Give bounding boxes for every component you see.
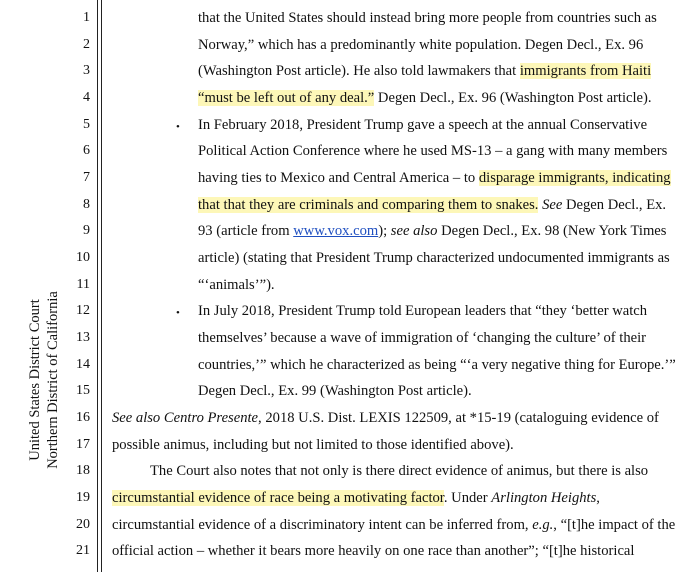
text-line: In July 2018, President Trump told European leaders that “they ‘better watch [198, 303, 648, 319]
text-line: official action – whether it bears more heavily on one race than another”; “[t]he historical [112, 543, 635, 559]
line-number: 15 [76, 383, 90, 398]
highlight: that that they are criminals and comparing them to snakes. [198, 197, 539, 213]
text-line: (Washington Post article). He also told lawmakers that immigrants from Haiti [198, 63, 652, 79]
highlight: disparage immigrants, indicating [478, 170, 671, 186]
line-number: 18 [76, 463, 90, 478]
highlight: circumstantial evidence of race being a motivating factor [112, 490, 444, 506]
line-number: 17 [76, 437, 90, 452]
text-line: circumstantial evidence of race being a motivating factor. Under Arlington Heights, [112, 490, 600, 506]
vox-link[interactable]: www.vox.com [293, 223, 379, 239]
text-line: See also Centro Presente, 2018 U.S. Dist. LEXIS 122509, at *15-19 (cataloguing evidence of [112, 410, 659, 426]
line-number: 1 [83, 10, 90, 25]
line-number: 12 [76, 303, 90, 318]
line-number: 19 [76, 490, 90, 505]
text-line: themselves’ because a wave of immigration of ‘changing the culture’ of their [198, 330, 647, 346]
district-name: Northern District of California [45, 291, 61, 469]
text-line: The Court also notes that not only is there direct evidence of animus, but there is also [150, 463, 649, 479]
text-line: “‘animals’”). [198, 277, 275, 293]
line-number: 10 [76, 250, 90, 265]
line-number: 3 [83, 63, 90, 78]
text-line: “must be left out of any deal.” Degen Decl., Ex. 96 (Washington Post article). [198, 90, 652, 106]
text-line: countries,’” which he characterized as being “‘a very negative thing for Europe.’” [198, 357, 676, 373]
bullet-marker: • [176, 307, 180, 319]
court-label [26, 291, 62, 469]
line-number: 14 [76, 357, 90, 372]
line-number: 21 [76, 543, 90, 558]
left-margin-rule [97, 0, 98, 572]
text-line: circumstantial evidence of a discriminatory intent can be inferred from, e.g., “[t]he impact of the [112, 517, 676, 533]
text-line: Political Action Conference where he used MS-13 – a gang with many members [198, 143, 668, 159]
bullet-marker: • [176, 121, 180, 133]
text-line: that that they are criminals and comparing them to snakes. See Degen Decl., Ex. [198, 197, 667, 213]
highlight: immigrants from Haiti [519, 63, 652, 79]
line-number: 16 [76, 410, 90, 425]
text-line: 93 (article from www.vox.com); see also Degen Decl., Ex. 98 (New York Times [198, 223, 667, 239]
text-line: article) (stating that President Trump characterized undocumented immigrants as [198, 250, 670, 266]
left-margin-rule-inner [101, 0, 102, 572]
text-line: Degen Decl., Ex. 99 (Washington Post article). [198, 383, 472, 399]
line-number: 7 [83, 170, 90, 185]
text-line: Norway,” which has a predominantly white population. Degen Decl., Ex. 96 [198, 37, 644, 53]
text-line: having ties to Mexico and Central America – to disparage immigrants, indicating [198, 170, 671, 186]
text-line: possible animus, including but not limited to those identified above). [112, 437, 514, 453]
line-number: 6 [83, 143, 90, 158]
line-number: 8 [83, 197, 90, 212]
highlight: “must be left out of any deal.” [198, 90, 375, 106]
court-name: United States District Court [27, 299, 43, 461]
line-number: 13 [76, 330, 90, 345]
line-number: 9 [83, 223, 90, 238]
text-line: In February 2018, President Trump gave a speech at the annual Conservative [198, 117, 648, 133]
line-number: 11 [76, 277, 90, 292]
text-line: that the United States should instead bring more people from countries such as [198, 10, 657, 26]
line-number: 5 [83, 117, 90, 132]
line-number: 2 [83, 37, 90, 52]
line-number: 20 [76, 517, 90, 532]
line-number: 4 [83, 90, 90, 105]
